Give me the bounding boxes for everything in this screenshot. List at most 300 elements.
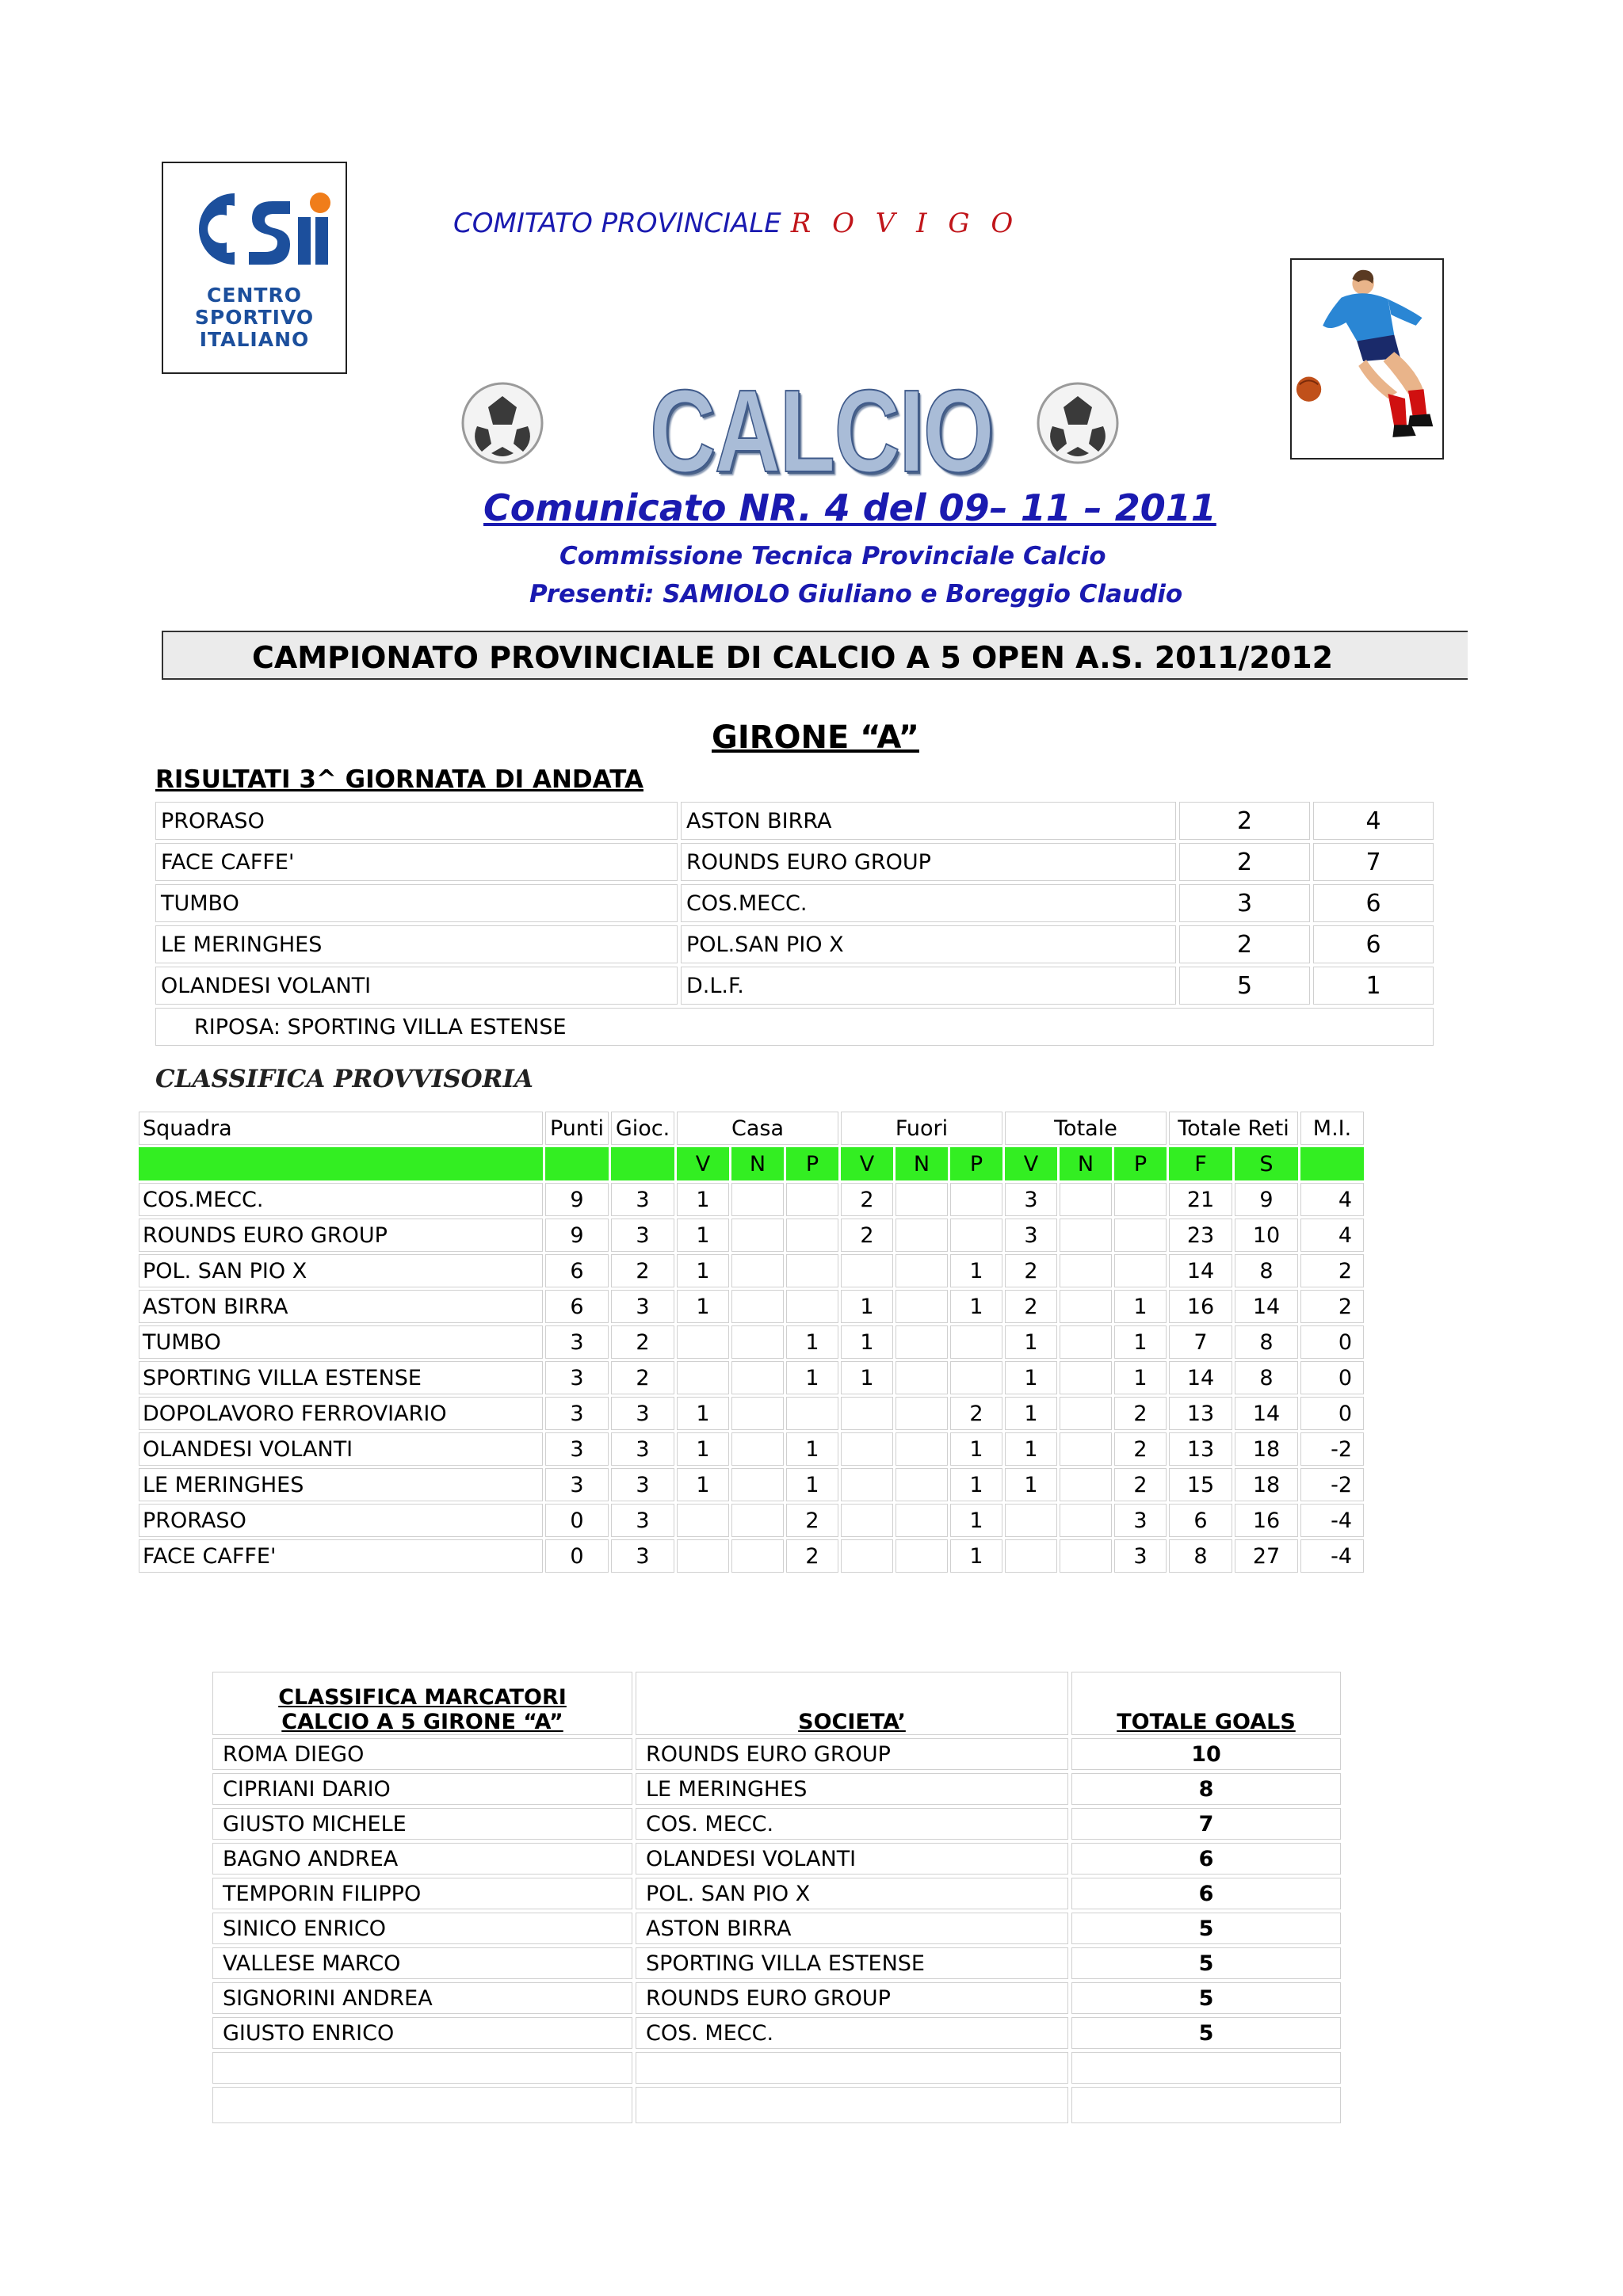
stat-cell: 27 <box>1235 1539 1298 1573</box>
standings-header-row <box>139 1112 1364 1145</box>
away-goals: 6 <box>1313 925 1434 963</box>
stat-cell <box>677 1361 729 1394</box>
stat-cell: 18 <box>1235 1468 1298 1501</box>
csi-logo-icon <box>179 185 333 273</box>
scorer-name: ROMA DIEGO <box>212 1738 632 1770</box>
calcio-title: CALCIO <box>650 366 994 497</box>
col-squadra: Squadra <box>139 1112 543 1145</box>
scorer-row <box>212 1773 1341 1805</box>
scorer-row <box>212 1843 1341 1875</box>
scorer-row <box>212 1947 1341 1979</box>
stat-cell: 2 <box>1005 1290 1057 1323</box>
team-name: COS.MECC. <box>139 1183 543 1216</box>
stat-cell <box>731 1397 784 1430</box>
team-name: OLANDESI VOLANTI <box>139 1432 543 1466</box>
scorer-name <box>212 2087 632 2123</box>
stat-cell: 3 <box>1114 1539 1167 1573</box>
home-team: LE MERINGHES <box>155 925 678 963</box>
stat-cell <box>896 1254 948 1287</box>
stat-cell: 0 <box>1300 1325 1364 1359</box>
scorer-name: TEMPORIN FILIPPO <box>212 1878 632 1909</box>
scorer-row <box>212 1913 1341 1944</box>
standings-row <box>139 1539 1364 1573</box>
stat-cell <box>731 1219 784 1252</box>
col-totale-reti: Totale Reti <box>1169 1112 1298 1145</box>
stat-cell: 3 <box>545 1325 609 1359</box>
match-row <box>155 967 1434 1005</box>
stat-cell <box>841 1504 893 1537</box>
scorer-name: VALLESE MARCO <box>212 1947 632 1979</box>
stat-cell: 1 <box>786 1468 838 1501</box>
scorer-row <box>212 2087 1341 2123</box>
col-societa: SOCIETA’ <box>636 1672 1068 1735</box>
scorers-title-line-2: CALCIO A 5 GIRONE “A” <box>281 1710 563 1734</box>
stat-cell: 1 <box>841 1325 893 1359</box>
standings-row <box>139 1183 1364 1216</box>
home-goals: 2 <box>1179 843 1310 881</box>
player-image <box>1290 258 1444 460</box>
stat-cell: 3 <box>545 1397 609 1430</box>
home-team: OLANDESI VOLANTI <box>155 967 678 1005</box>
stat-cell: 1 <box>677 1183 729 1216</box>
results-table <box>152 799 1437 1049</box>
stat-cell: 1 <box>677 1397 729 1430</box>
scorer-team: ROUNDS EURO GROUP <box>636 1738 1068 1770</box>
stat-cell: 1 <box>1005 1361 1057 1394</box>
scorer-name: SINICO ENRICO <box>212 1913 632 1944</box>
stat-cell: 1 <box>1114 1290 1167 1323</box>
stat-cell: 6 <box>545 1290 609 1323</box>
match-row <box>155 884 1434 922</box>
stat-cell: 1 <box>1005 1432 1057 1466</box>
scorer-team: COS. MECC. <box>636 1808 1068 1840</box>
scorer-team: POL. SAN PIO X <box>636 1878 1068 1909</box>
stat-cell: 2 <box>1300 1254 1364 1287</box>
stat-cell <box>731 1468 784 1501</box>
scorer-name: CIPRIANI DARIO <box>212 1773 632 1805</box>
stat-cell <box>677 1325 729 1359</box>
stat-cell: 14 <box>1235 1290 1298 1323</box>
stat-cell: 0 <box>1300 1361 1364 1394</box>
stat-cell <box>1060 1432 1112 1466</box>
standings-row <box>139 1361 1364 1394</box>
scorer-team: COS. MECC. <box>636 2017 1068 2049</box>
col-mi: M.I. <box>1300 1112 1364 1145</box>
stat-cell: 10 <box>1235 1219 1298 1252</box>
stat-cell: 6 <box>1169 1504 1232 1537</box>
subheader-blank <box>1300 1147 1364 1180</box>
stat-cell: 1 <box>786 1361 838 1394</box>
scorer-goals: 6 <box>1071 1843 1341 1875</box>
col-gioc: Gioc. <box>611 1112 674 1145</box>
stat-cell: 1 <box>841 1361 893 1394</box>
stat-cell <box>677 1504 729 1537</box>
soccer-player-icon <box>1292 260 1442 458</box>
scorer-name <box>212 2052 632 2084</box>
stat-cell <box>1060 1361 1112 1394</box>
stat-cell <box>1114 1183 1167 1216</box>
stat-cell: 3 <box>1114 1504 1167 1537</box>
subheader-cell: V <box>841 1147 893 1180</box>
stat-cell: 2 <box>611 1325 674 1359</box>
risultati-title: RISULTATI 3^ GIORNATA DI ANDATA <box>155 765 643 794</box>
stat-cell: 16 <box>1169 1290 1232 1323</box>
stat-cell: 2 <box>786 1504 838 1537</box>
stat-cell <box>896 1468 948 1501</box>
team-name: TUMBO <box>139 1325 543 1359</box>
scorer-row <box>212 1808 1341 1840</box>
standings-table <box>136 1109 1366 1575</box>
stat-cell <box>896 1361 948 1394</box>
home-goals: 2 <box>1179 925 1310 963</box>
stat-cell <box>896 1504 948 1537</box>
stat-cell: 3 <box>545 1432 609 1466</box>
stat-cell <box>786 1219 838 1252</box>
stat-cell <box>1060 1290 1112 1323</box>
stat-cell: 7 <box>1169 1325 1232 1359</box>
stat-cell: 0 <box>1300 1397 1364 1430</box>
classifica-title: CLASSIFICA PROVVISORIA <box>155 1065 533 1093</box>
stat-cell: 18 <box>1235 1432 1298 1466</box>
stat-cell <box>731 1325 784 1359</box>
stat-cell <box>896 1397 948 1430</box>
scorer-team: SPORTING VILLA ESTENSE <box>636 1947 1068 1979</box>
standings-row <box>139 1254 1364 1287</box>
comunicato-title: Comunicato NR. 4 del 09– 11 – 2011 <box>483 486 1216 529</box>
standings-row <box>139 1290 1364 1323</box>
standings-subheader-row <box>139 1147 1364 1180</box>
stat-cell: 1 <box>1005 1468 1057 1501</box>
stat-cell: 1 <box>786 1432 838 1466</box>
stat-cell <box>677 1539 729 1573</box>
scorer-name: BAGNO ANDREA <box>212 1843 632 1875</box>
stat-cell <box>950 1183 1002 1216</box>
stat-cell <box>841 1254 893 1287</box>
stat-cell <box>896 1432 948 1466</box>
standings-row <box>139 1504 1364 1537</box>
stat-cell <box>1114 1254 1167 1287</box>
stat-cell: 1 <box>950 1539 1002 1573</box>
campionato-banner <box>162 631 1468 680</box>
stat-cell <box>841 1539 893 1573</box>
stat-cell: 8 <box>1235 1361 1298 1394</box>
subheader-cell: V <box>677 1147 729 1180</box>
subheader-blank <box>611 1147 674 1180</box>
stat-cell <box>896 1290 948 1323</box>
team-name: FACE CAFFE' <box>139 1539 543 1573</box>
stat-cell: 2 <box>1114 1468 1167 1501</box>
stat-cell <box>731 1361 784 1394</box>
stat-cell <box>896 1183 948 1216</box>
stat-cell: 13 <box>1169 1432 1232 1466</box>
stat-cell <box>731 1539 784 1573</box>
logo-line-3: ITALIANO <box>199 328 310 351</box>
scorers-title-line-1: CLASSIFICA MARCATORI <box>278 1685 567 1710</box>
stat-cell: 1 <box>950 1504 1002 1537</box>
scorer-goals <box>1071 2052 1341 2084</box>
stat-cell: 1 <box>1114 1361 1167 1394</box>
scorer-goals: 7 <box>1071 1808 1341 1840</box>
scorer-goals: 5 <box>1071 1947 1341 1979</box>
away-goals: 4 <box>1313 802 1434 840</box>
csi-logo <box>162 162 347 374</box>
subheader-cell: N <box>1060 1147 1112 1180</box>
stat-cell: 1 <box>950 1468 1002 1501</box>
match-row <box>155 802 1434 840</box>
match-row <box>155 925 1434 963</box>
scorer-goals: 5 <box>1071 1982 1341 2014</box>
stat-cell <box>950 1219 1002 1252</box>
stat-cell: 6 <box>545 1254 609 1287</box>
scorer-goals: 5 <box>1071 2017 1341 2049</box>
scorer-row <box>212 1738 1341 1770</box>
home-team: TUMBO <box>155 884 678 922</box>
stat-cell: 15 <box>1169 1468 1232 1501</box>
col-punti: Punti <box>545 1112 609 1145</box>
standings-row <box>139 1432 1364 1466</box>
scorer-team <box>636 2052 1068 2084</box>
scorer-goals: 10 <box>1071 1738 1341 1770</box>
city-label: R O V I G O <box>790 208 1020 239</box>
scorer-team <box>636 2087 1068 2123</box>
stat-cell: 3 <box>611 1468 674 1501</box>
home-team: FACE CAFFE' <box>155 843 678 881</box>
stat-cell: 1 <box>950 1254 1002 1287</box>
stat-cell: 1 <box>677 1468 729 1501</box>
stat-cell: 3 <box>611 1183 674 1216</box>
stat-cell: 3 <box>611 1397 674 1430</box>
stat-cell: 3 <box>611 1219 674 1252</box>
away-team: D.L.F. <box>681 967 1176 1005</box>
scorer-row <box>212 2052 1341 2084</box>
stat-cell <box>950 1325 1002 1359</box>
subheader-cell: P <box>786 1147 838 1180</box>
stat-cell: -2 <box>1300 1432 1364 1466</box>
stat-cell: 1 <box>841 1290 893 1323</box>
scorer-team: ASTON BIRRA <box>636 1913 1068 1944</box>
stat-cell <box>1060 1397 1112 1430</box>
col-totale-goals: TOTALE GOALS <box>1071 1672 1341 1735</box>
scorers-title <box>212 1672 632 1735</box>
home-goals: 3 <box>1179 884 1310 922</box>
stat-cell <box>841 1397 893 1430</box>
stat-cell: 2 <box>950 1397 1002 1430</box>
stat-cell: 9 <box>545 1183 609 1216</box>
commissione-line: Commissione Tecnica Provinciale Calcio <box>559 542 1106 570</box>
stat-cell <box>1005 1539 1057 1573</box>
stat-cell: 3 <box>1005 1183 1057 1216</box>
subheader-cell: P <box>950 1147 1002 1180</box>
subheader-cell: V <box>1005 1147 1057 1180</box>
stat-cell <box>1060 1254 1112 1287</box>
standings-row <box>139 1397 1364 1430</box>
stat-cell <box>896 1219 948 1252</box>
logo-line-2: SPORTIVO <box>194 306 315 329</box>
stat-cell: 2 <box>1005 1254 1057 1287</box>
subheader-cell: F <box>1169 1147 1232 1180</box>
home-goals: 2 <box>1179 802 1310 840</box>
stat-cell: 2 <box>1300 1290 1364 1323</box>
scorer-row <box>212 1982 1341 2014</box>
stat-cell <box>786 1397 838 1430</box>
stat-cell <box>950 1361 1002 1394</box>
campionato-title: CAMPIONATO PROVINCIALE DI CALCIO A 5 OPEN A.S. 2011/2012 <box>252 640 1334 675</box>
stat-cell <box>896 1539 948 1573</box>
away-goals: 1 <box>1313 967 1434 1005</box>
riposa-row <box>155 1008 1434 1046</box>
stat-cell <box>731 1183 784 1216</box>
team-name: PRORASO <box>139 1504 543 1537</box>
stat-cell <box>731 1290 784 1323</box>
stat-cell: 1 <box>786 1325 838 1359</box>
stat-cell: 3 <box>611 1432 674 1466</box>
logo-line-1: CENTRO <box>207 284 302 307</box>
home-goals: 5 <box>1179 967 1310 1005</box>
stat-cell: 1 <box>677 1219 729 1252</box>
stat-cell: 23 <box>1169 1219 1232 1252</box>
stat-cell: 1 <box>677 1290 729 1323</box>
scorer-row <box>212 2017 1341 2049</box>
away-team: POL.SAN PIO X <box>681 925 1176 963</box>
match-row <box>155 843 1434 881</box>
stat-cell: 1 <box>677 1432 729 1466</box>
scorer-team: ROUNDS EURO GROUP <box>636 1982 1068 2014</box>
stat-cell: 3 <box>545 1361 609 1394</box>
comitato-label: COMITATO PROVINCIALE <box>453 208 781 239</box>
scorers-table <box>209 1669 1344 2126</box>
stat-cell: -4 <box>1300 1504 1364 1537</box>
stat-cell: 3 <box>611 1539 674 1573</box>
stat-cell <box>896 1325 948 1359</box>
stat-cell: 2 <box>1114 1432 1167 1466</box>
team-name: DOPOLAVORO FERROVIARIO <box>139 1397 543 1430</box>
stat-cell: 4 <box>1300 1183 1364 1216</box>
col-totale: Totale <box>1005 1112 1167 1145</box>
stat-cell <box>731 1432 784 1466</box>
stat-cell: 14 <box>1169 1361 1232 1394</box>
stat-cell: 8 <box>1235 1254 1298 1287</box>
team-name: SPORTING VILLA ESTENSE <box>139 1361 543 1394</box>
scorer-team: LE MERINGHES <box>636 1773 1068 1805</box>
stat-cell: 3 <box>1005 1219 1057 1252</box>
subheader-cell: S <box>1235 1147 1298 1180</box>
away-goals: 6 <box>1313 884 1434 922</box>
scorer-row <box>212 1878 1341 1909</box>
stat-cell: 3 <box>545 1468 609 1501</box>
subheader-blank <box>545 1147 609 1180</box>
stat-cell <box>841 1432 893 1466</box>
stat-cell: 9 <box>545 1219 609 1252</box>
col-casa: Casa <box>677 1112 838 1145</box>
stat-cell <box>1114 1219 1167 1252</box>
stat-cell: 2 <box>841 1219 893 1252</box>
away-team: COS.MECC. <box>681 884 1176 922</box>
stat-cell: 1 <box>1005 1397 1057 1430</box>
soccer-ball-icon <box>460 380 545 466</box>
scorer-team: OLANDESI VOLANTI <box>636 1843 1068 1875</box>
stat-cell: 8 <box>1169 1539 1232 1573</box>
team-name: POL. SAN PIO X <box>139 1254 543 1287</box>
stat-cell: -2 <box>1300 1468 1364 1501</box>
stat-cell <box>731 1254 784 1287</box>
scorer-goals: 8 <box>1071 1773 1341 1805</box>
away-team: ROUNDS EURO GROUP <box>681 843 1176 881</box>
away-goals: 7 <box>1313 843 1434 881</box>
stat-cell: 0 <box>545 1504 609 1537</box>
stat-cell: 3 <box>611 1504 674 1537</box>
team-name: ROUNDS EURO GROUP <box>139 1219 543 1252</box>
standings-row <box>139 1468 1364 1501</box>
team-name: LE MERINGHES <box>139 1468 543 1501</box>
stat-cell: 2 <box>841 1183 893 1216</box>
presenti-line: Presenti: SAMIOLO Giuliano e Boreggio Claudio <box>529 580 1183 608</box>
stat-cell: 2 <box>611 1361 674 1394</box>
subheader-blank <box>139 1147 543 1180</box>
scorers-header-row <box>212 1672 1341 1735</box>
riposa-text: RIPOSA: SPORTING VILLA ESTENSE <box>155 1008 1434 1046</box>
stat-cell <box>786 1290 838 1323</box>
stat-cell <box>841 1468 893 1501</box>
scorer-goals: 5 <box>1071 1913 1341 1944</box>
soccer-ball-icon <box>1035 380 1121 466</box>
stat-cell <box>1060 1219 1112 1252</box>
col-fuori: Fuori <box>841 1112 1002 1145</box>
stat-cell: 9 <box>1235 1183 1298 1216</box>
comitato-heading <box>453 208 1019 239</box>
stat-cell: 14 <box>1169 1254 1232 1287</box>
stat-cell <box>1060 1539 1112 1573</box>
stat-cell <box>1060 1504 1112 1537</box>
stat-cell: 0 <box>545 1539 609 1573</box>
stat-cell: 2 <box>1114 1397 1167 1430</box>
stat-cell <box>786 1183 838 1216</box>
stat-cell: 1 <box>1005 1325 1057 1359</box>
stat-cell <box>1060 1183 1112 1216</box>
home-team: PRORASO <box>155 802 678 840</box>
stat-cell: 14 <box>1235 1397 1298 1430</box>
stat-cell: 1 <box>677 1254 729 1287</box>
standings-row <box>139 1325 1364 1359</box>
girone-title: GIRONE “A” <box>712 719 919 756</box>
scorer-name: GIUSTO MICHELE <box>212 1808 632 1840</box>
scorer-goals: 6 <box>1071 1878 1341 1909</box>
away-team: ASTON BIRRA <box>681 802 1176 840</box>
stat-cell: 4 <box>1300 1219 1364 1252</box>
scorer-name: GIUSTO ENRICO <box>212 2017 632 2049</box>
stat-cell: 16 <box>1235 1504 1298 1537</box>
subheader-cell: P <box>1114 1147 1167 1180</box>
stat-cell: -4 <box>1300 1539 1364 1573</box>
stat-cell: 2 <box>786 1539 838 1573</box>
stat-cell <box>1060 1468 1112 1501</box>
team-name: ASTON BIRRA <box>139 1290 543 1323</box>
stat-cell <box>1005 1504 1057 1537</box>
stat-cell: 1 <box>950 1432 1002 1466</box>
stat-cell: 1 <box>1114 1325 1167 1359</box>
stat-cell: 3 <box>611 1290 674 1323</box>
stat-cell <box>1060 1325 1112 1359</box>
stat-cell <box>786 1254 838 1287</box>
stat-cell: 8 <box>1235 1325 1298 1359</box>
subheader-cell: N <box>896 1147 948 1180</box>
stat-cell: 21 <box>1169 1183 1232 1216</box>
standings-row <box>139 1219 1364 1252</box>
stat-cell <box>731 1504 784 1537</box>
subheader-cell: N <box>731 1147 784 1180</box>
scorer-name: SIGNORINI ANDREA <box>212 1982 632 2014</box>
scorer-goals <box>1071 2087 1341 2123</box>
stat-cell: 13 <box>1169 1397 1232 1430</box>
